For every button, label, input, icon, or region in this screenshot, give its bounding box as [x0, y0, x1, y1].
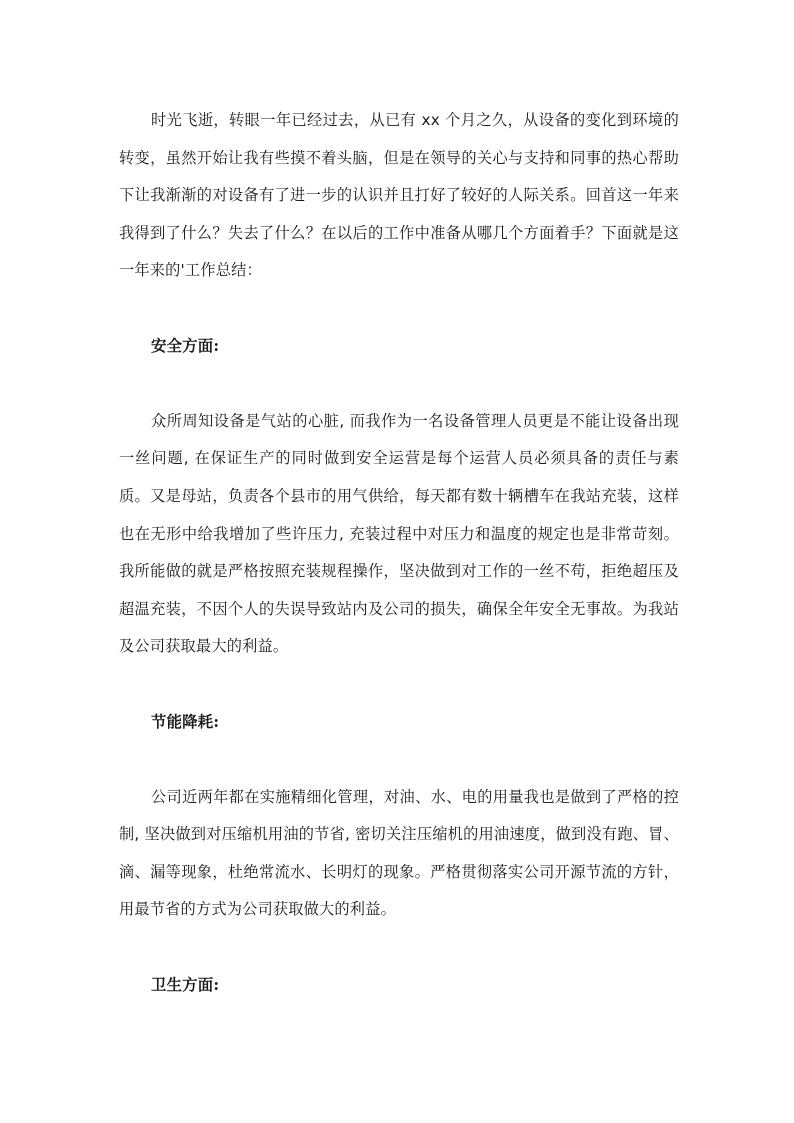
section-body-safety: 众所周知设备是气站的心脏, 而我作为一名设备管理人员更是不能让设备出现一丝问题, 在保证生产的同时做到安全运营是每个运营人员必须具备的责任与素质。又是母站，负责各个县市的用气供给，每天都有数十辆槽车在我站充装，这样也在无形中给我增加了些许压力, 充装过程中对压力和温度的规定也是非常苛刻。我所能做的就是严格按照充装规程操作，坚决做到对工作的一丝不苟，拒绝超压及超温充装，不因个人的失误导致站内及公司的损失，确保全年安全无事故。为我站及公司获取最大的利益。: [119, 411, 679, 656]
paragraph-spacer: [119, 666, 679, 704]
paragraph-spacer: [119, 929, 679, 967]
intro-paragraph: 时光飞逝，转眼一年已经过去，从已有 xx 个月之久，从设备的变化到环境的转变，虽然开始让我有些摸不着头脑，但是在领导的关心与支持和同事的热心帮助下让我渐渐的对设备有了进一步的认识并且打好了较好的人际关系。回首这一年来我得到了什么？失去了什么？在以后的工作中准备从哪几个方面着手？下面就是这一年来的'工作总结：: [119, 111, 679, 280]
section-heading-safety: 安全方面:: [151, 336, 220, 355]
paragraph-spacer: [119, 741, 679, 779]
paragraph-spacer: [119, 365, 679, 403]
section-heading-energy: 节能降耗:: [151, 712, 220, 731]
section-body-energy: 公司近两年都在实施精细化管理，对油、水、电的用量我也是做到了严格的控制, 坚决做到对压缩机用油的节省, 密切关注压缩机的用油速度，做到没有跑、冒、滴、漏等现象，杜绝常流水、长明灯的现象。严格贯彻落实公司开源节流的方针，用最节省的方式为公司获取做大的利益。: [119, 787, 679, 919]
section-heading-hygiene: 卫生方面:: [151, 975, 220, 994]
paragraph-spacer: [119, 290, 679, 328]
document-body: [119, 102, 679, 1004]
